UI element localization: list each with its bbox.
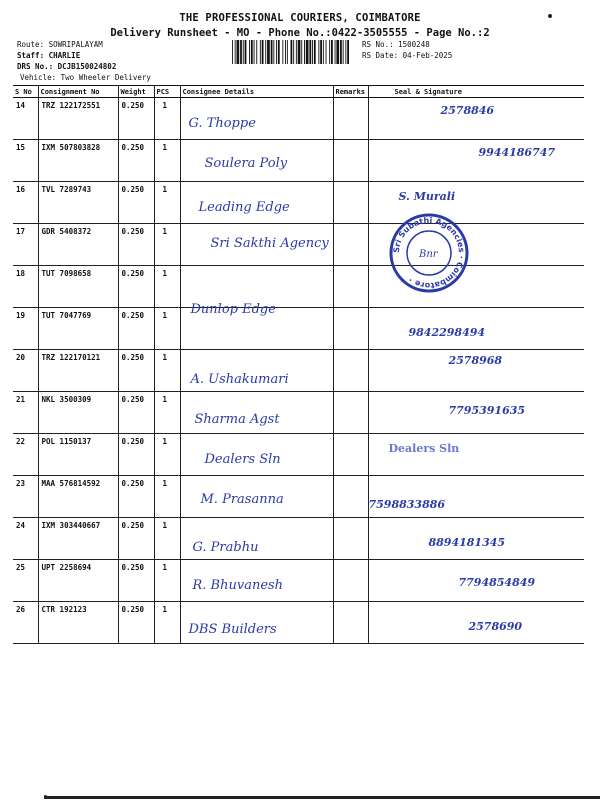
- cell-signature: [368, 560, 584, 602]
- cell-pcs: 1: [154, 602, 180, 644]
- handwritten-consignee: Soulera Poly: [204, 156, 288, 171]
- cell-consignment: MAA 576814592: [38, 476, 118, 518]
- cell-weight: 0.250: [118, 182, 154, 224]
- cell-consignee-details: [180, 518, 333, 560]
- table-row: [13, 350, 584, 392]
- cell-remarks: [333, 140, 368, 182]
- footer-rule: [44, 796, 600, 799]
- handwritten-consignee: Sri Sakthi Agency: [210, 236, 329, 251]
- cell-remarks: [333, 98, 368, 140]
- cell-weight: 0.250: [118, 476, 154, 518]
- handwritten-consignee: DBS Builders: [188, 622, 277, 637]
- cell-weight: 0.250: [118, 98, 154, 140]
- cell-weight: 0.250: [118, 308, 154, 350]
- handwritten-consignee: Leading Edge: [198, 200, 290, 215]
- handwritten-consignee: G. Thoppe: [188, 116, 256, 131]
- col-consignment: Consignment No: [38, 86, 118, 98]
- handwritten-signature: 2578846: [440, 104, 495, 117]
- drs-number: DRS No.: DCJB150024802: [17, 62, 117, 71]
- cell-consignment: NKL 3500309: [38, 392, 118, 434]
- handwritten-consignee: Dealers Sln: [204, 452, 281, 467]
- agency-stamp-seal: [388, 212, 470, 294]
- cell-remarks: [333, 350, 368, 392]
- cell-consignee-details: [180, 140, 333, 182]
- cell-sno: 17: [13, 224, 38, 266]
- handwritten-consignee: R. Bhuvanesh: [192, 578, 284, 593]
- cell-sno: 20: [13, 350, 38, 392]
- cell-consignee-details: [180, 392, 333, 434]
- cell-sno: 26: [13, 602, 38, 644]
- cell-sno: 15: [13, 140, 38, 182]
- cell-remarks: [333, 308, 368, 350]
- cell-pcs: 1: [154, 98, 180, 140]
- cell-sno: 18: [13, 266, 38, 308]
- cell-consignee-details: [180, 302, 333, 350]
- table-header-row: [13, 86, 584, 98]
- cell-sno: 16: [13, 182, 38, 224]
- cell-signature: [368, 476, 584, 518]
- cell-weight: 0.250: [118, 560, 154, 602]
- cell-consignment: TVL 7289743: [38, 182, 118, 224]
- cell-consignment: IXM 507803828: [38, 140, 118, 182]
- col-weight: Weight: [118, 86, 154, 98]
- table-row: [13, 182, 584, 224]
- cell-remarks: [333, 560, 368, 602]
- table-row: [13, 476, 584, 518]
- cell-consignee-details: [180, 350, 333, 392]
- staff-label: Staff: CHARLIE: [17, 51, 81, 60]
- table-row: [13, 266, 584, 308]
- cell-signature: [368, 518, 584, 560]
- cell-consignee-details: [180, 182, 333, 224]
- cell-weight: 0.250: [118, 350, 154, 392]
- handwritten-signature: 7598833886: [368, 498, 446, 511]
- company-title: THE PROFESSIONAL COURIERS, COIMBATORE: [179, 12, 421, 24]
- cell-signature: [368, 308, 584, 350]
- runsheet-table: [13, 85, 584, 644]
- cell-consignee-details: [180, 224, 333, 266]
- cell-weight: 0.250: [118, 224, 154, 266]
- barcode-image: [232, 40, 350, 64]
- cell-signature: [368, 98, 584, 140]
- col-pcs: PCS: [154, 86, 180, 98]
- handwritten-signature: 9842298494: [408, 326, 486, 339]
- handwritten-consignee: Dunlop Edge: [190, 302, 276, 317]
- handwritten-consignee: M. Prasanna: [200, 492, 284, 507]
- table-row: [13, 518, 584, 560]
- rs-number: RS No.: 1500248: [362, 40, 430, 49]
- cell-remarks: [333, 266, 368, 308]
- cell-pcs: 1: [154, 182, 180, 224]
- cell-pcs: 1: [154, 266, 180, 308]
- table-row: [13, 560, 584, 602]
- cell-remarks: [333, 476, 368, 518]
- cell-consignment: UPT 2258694: [38, 560, 118, 602]
- handwritten-signature: S. Murali: [398, 190, 456, 203]
- table-row: [13, 224, 584, 266]
- table-row: [13, 308, 584, 350]
- cell-pcs: 1: [154, 350, 180, 392]
- cell-sno: 23: [13, 476, 38, 518]
- cell-signature: [368, 392, 584, 434]
- handwritten-signature: 2578690: [468, 620, 523, 633]
- cell-remarks: [333, 182, 368, 224]
- cell-signature: [368, 602, 584, 644]
- cell-consignee-details: [180, 602, 333, 644]
- table-row: [13, 140, 584, 182]
- cell-signature: [368, 140, 584, 182]
- cell-consignment: GDR 5408372: [38, 224, 118, 266]
- handwritten-signature: 7794854849: [458, 576, 536, 589]
- cell-consignment: TRZ 122170121: [38, 350, 118, 392]
- col-signature: Seal & Signature: [368, 86, 584, 98]
- cell-remarks: [333, 602, 368, 644]
- cell-pcs: 1: [154, 434, 180, 476]
- col-sno: S No: [13, 86, 38, 98]
- cell-consignment: IXM 303440667: [38, 518, 118, 560]
- handwritten-consignee: G. Prabhu: [192, 540, 259, 555]
- cell-sno: 14: [13, 98, 38, 140]
- handwritten-signature: 8894181345: [428, 536, 506, 549]
- cell-pcs: 1: [154, 518, 180, 560]
- cell-consignee-details: [180, 98, 333, 140]
- handwritten-consignee: Sharma Agst: [194, 412, 280, 427]
- cell-sno: 19: [13, 308, 38, 350]
- svg-text:Bnr: Bnr: [419, 249, 438, 260]
- cell-weight: 0.250: [118, 266, 154, 308]
- cell-pcs: 1: [154, 476, 180, 518]
- col-consignee: Consignee Details: [180, 86, 333, 98]
- cell-remarks: [333, 434, 368, 476]
- cell-sno: 24: [13, 518, 38, 560]
- cell-sno: 22: [13, 434, 38, 476]
- runsheet-subtitle: Delivery Runsheet - MO - Phone No.:0422-3505555 - Page No.:2: [110, 27, 490, 39]
- cell-remarks: [333, 392, 368, 434]
- cell-remarks: [333, 518, 368, 560]
- rs-date: RS Date: 04-Feb-2025: [362, 51, 453, 60]
- svg-text:Sri Subathi Agencies · Coimbat: Sri Subathi Agencies · Coimbatore ·: [391, 215, 467, 291]
- cell-consignment: TUT 7098658: [38, 266, 118, 308]
- table-row: [13, 602, 584, 644]
- route-label: Route: SOWRIPALAYAM: [17, 40, 103, 49]
- cell-pcs: 1: [154, 308, 180, 350]
- handwritten-consignee: A. Ushakumari: [190, 372, 289, 387]
- handwritten-signature: 9944186747: [478, 146, 556, 159]
- cell-pcs: 1: [154, 140, 180, 182]
- cell-weight: 0.250: [118, 602, 154, 644]
- table-row: [13, 434, 584, 476]
- table-row: [13, 98, 584, 140]
- cell-consignee-details: [180, 476, 333, 518]
- cell-sno: 25: [13, 560, 38, 602]
- handwritten-signature: Dealers Sln: [388, 442, 460, 455]
- handwritten-signature: 2578968: [448, 354, 503, 367]
- cell-signature: [368, 434, 584, 476]
- cell-weight: 0.250: [118, 434, 154, 476]
- cell-sno: 21: [13, 392, 38, 434]
- table-row: [13, 392, 584, 434]
- col-remarks: Remarks: [333, 86, 368, 98]
- cell-consignee-details: [180, 434, 333, 476]
- cell-consignment: TUT 7047769: [38, 308, 118, 350]
- vehicle-label: Vehicle: Two Wheeler Delivery: [20, 73, 151, 82]
- cell-weight: 0.250: [118, 518, 154, 560]
- handwritten-signature: 7795391635: [448, 404, 526, 417]
- cell-pcs: 1: [154, 392, 180, 434]
- cell-signature: [368, 350, 584, 392]
- cell-pcs: 1: [154, 224, 180, 266]
- cell-pcs: 1: [154, 560, 180, 602]
- cell-consignment: CTR 192123: [38, 602, 118, 644]
- cell-weight: 0.250: [118, 392, 154, 434]
- cell-weight: 0.250: [118, 140, 154, 182]
- cell-remarks: [333, 224, 368, 266]
- cell-consignment: POL 1150137: [38, 434, 118, 476]
- cell-consignee-details: [180, 560, 333, 602]
- cell-consignment: TRZ 122172551: [38, 98, 118, 140]
